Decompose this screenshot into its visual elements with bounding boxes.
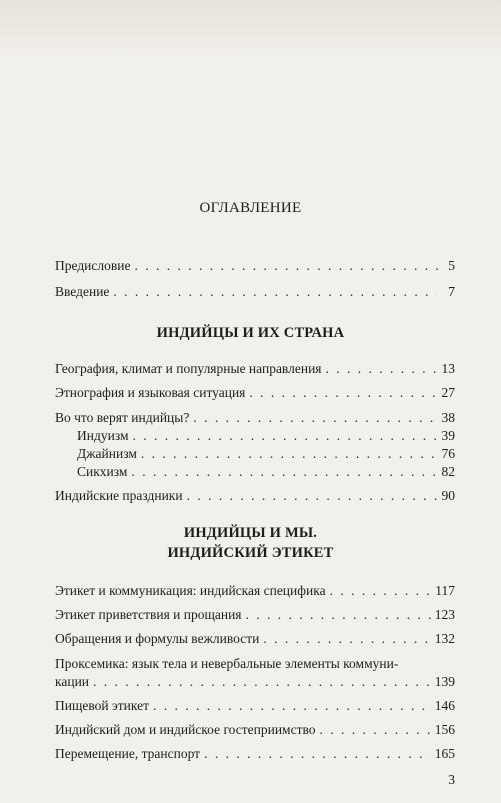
toc-entry-label: География, климат и популярные направления bbox=[55, 361, 322, 376]
toc-entry[interactable] bbox=[55, 487, 455, 505]
toc-entry-page: 146 bbox=[434, 698, 455, 713]
leader-dots bbox=[249, 384, 437, 402]
leader-dots bbox=[153, 697, 431, 715]
leader-dots bbox=[141, 445, 438, 463]
toc-entry[interactable] bbox=[55, 745, 455, 763]
toc-subentry[interactable] bbox=[77, 445, 455, 463]
toc-entry[interactable] bbox=[55, 673, 455, 691]
toc-entry[interactable] bbox=[55, 409, 455, 427]
toc-entry-page: 38 bbox=[441, 410, 455, 425]
leader-dots bbox=[246, 606, 431, 624]
leader-dots bbox=[134, 257, 437, 275]
toc-entry[interactable] bbox=[55, 630, 455, 648]
toc-entry-page: 139 bbox=[434, 674, 455, 689]
leader-dots bbox=[204, 745, 431, 763]
toc-entry-page: 165 bbox=[434, 746, 455, 761]
toc-entry-label: Индийский дом и индийское гостеприимство bbox=[55, 722, 316, 737]
toc-entry-page: 27 bbox=[441, 385, 455, 400]
leader-dots bbox=[320, 721, 431, 739]
page-shadow bbox=[0, 0, 501, 60]
leader-dots bbox=[93, 673, 431, 691]
toc-entry-label: кации bbox=[55, 674, 90, 689]
toc-entry-label: Индуизм bbox=[77, 428, 129, 443]
toc-entry[interactable] bbox=[55, 697, 455, 715]
toc-entry-label: Джайнизм bbox=[77, 446, 137, 461]
toc-entry-label: Этикет приветствия и прощания bbox=[55, 607, 242, 622]
leader-dots bbox=[133, 427, 438, 445]
toc-title: ОГЛАВЛЕНИЕ bbox=[199, 200, 302, 216]
leader-dots bbox=[263, 630, 430, 648]
section-title-2-line2: ИНДИЙСКИЙ ЭТИКЕТ bbox=[167, 545, 334, 561]
leader-dots bbox=[193, 409, 437, 427]
toc-entry-page: 7 bbox=[448, 284, 455, 299]
toc-entry-page: 123 bbox=[434, 607, 455, 622]
toc-entry[interactable] bbox=[55, 360, 455, 378]
section-title-2-line1: ИНДИЙЦЫ И МЫ. bbox=[183, 525, 318, 541]
toc-entry-label: Индийские праздники bbox=[55, 488, 183, 503]
toc-entry-preface[interactable] bbox=[55, 257, 455, 275]
leader-dots bbox=[326, 360, 438, 378]
toc-entry[interactable] bbox=[55, 582, 455, 600]
toc-entry-page: 5 bbox=[448, 258, 455, 273]
toc-entry-page: 76 bbox=[441, 446, 455, 461]
toc-entry-page: 13 bbox=[441, 361, 455, 376]
toc-entry-page: 156 bbox=[434, 722, 455, 737]
leader-dots bbox=[330, 582, 432, 600]
toc-entry-label: Этнография и языковая ситуация bbox=[55, 385, 246, 400]
toc-entry-page: 132 bbox=[434, 631, 455, 646]
toc-entry-page: 90 bbox=[441, 488, 455, 503]
toc-entry-label: Обращения и формулы вежливости bbox=[55, 631, 260, 646]
toc-entry-label: Перемещение, транспорт bbox=[55, 746, 201, 761]
page-number: 3 bbox=[448, 772, 455, 787]
toc-entry-page: 117 bbox=[435, 583, 455, 598]
toc-entry-page: 39 bbox=[441, 428, 455, 443]
toc-entry[interactable] bbox=[55, 606, 455, 624]
toc-entry-introduction[interactable] bbox=[55, 283, 455, 301]
toc-entry[interactable] bbox=[55, 721, 455, 739]
toc-entry-label: Предисловие bbox=[55, 258, 131, 273]
leader-dots bbox=[187, 487, 438, 505]
toc-entry-label: Сикхизм bbox=[77, 464, 128, 479]
toc-subentry[interactable] bbox=[77, 427, 455, 445]
section-title-1: ИНДИЙЦЫ И ИХ СТРАНА bbox=[156, 325, 345, 341]
toc-entry[interactable] bbox=[55, 384, 455, 402]
leader-dots bbox=[113, 283, 436, 301]
toc-entry-label: Во что верят индийцы? bbox=[55, 410, 190, 425]
toc-subentry[interactable] bbox=[77, 463, 455, 481]
leader-dots bbox=[131, 463, 437, 481]
toc-entry-page: 82 bbox=[441, 464, 455, 479]
toc-entry-label-line1[interactable]: Проксемика: язык тела и невербальные элементы коммуни- bbox=[55, 656, 399, 671]
toc-entry-label: Введение bbox=[55, 284, 110, 299]
toc-entry-label: Этикет и коммуникация: индийская специфика bbox=[55, 583, 326, 598]
toc-entry-label: Пищевой этикет bbox=[55, 698, 150, 713]
